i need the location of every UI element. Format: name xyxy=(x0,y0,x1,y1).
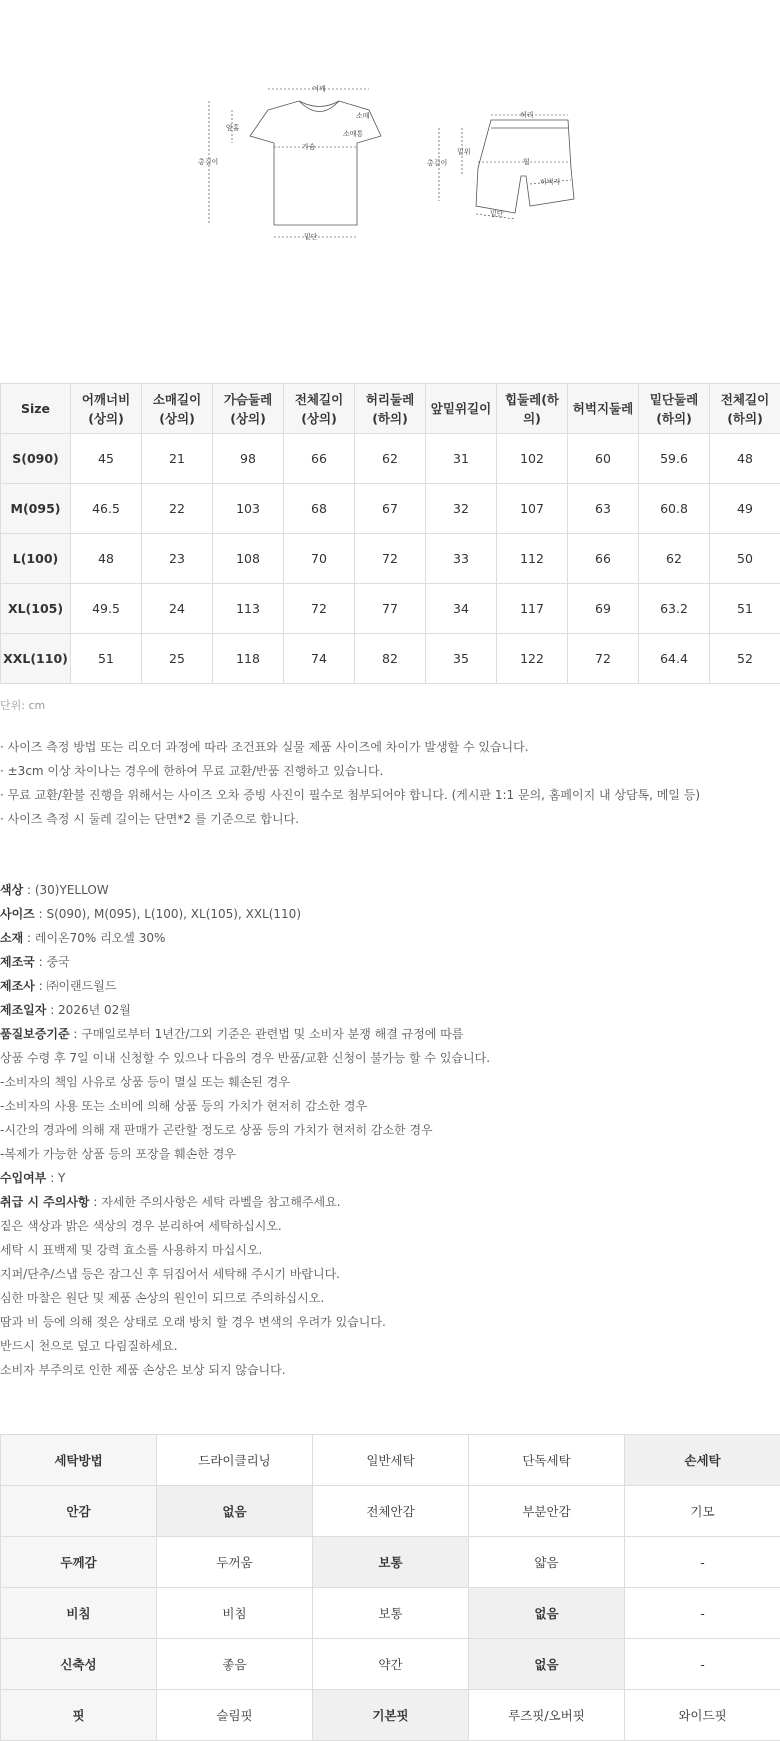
detail-row xyxy=(0,950,780,974)
measurement-cell: 48 xyxy=(710,434,780,484)
size-table xyxy=(0,383,780,684)
care-option: 와이드핏 xyxy=(625,1690,780,1741)
detail-value: 심한 마찰은 원단 및 제품 손상의 원인이 되므로 주의하십시오. xyxy=(0,1291,325,1305)
detail-value: : 2026년 02월 xyxy=(46,1003,131,1017)
detail-row xyxy=(0,1070,780,1094)
size-cell: XL(105) xyxy=(1,584,71,634)
measurement-diagram-svg xyxy=(0,0,780,300)
measurement-cell: 35 xyxy=(426,634,497,684)
care-option: 보통 xyxy=(313,1588,469,1639)
size-cell: S(090) xyxy=(1,434,71,484)
measurement-cell: 51 xyxy=(71,634,142,684)
detail-row xyxy=(0,974,780,998)
measurement-cell: 45 xyxy=(71,434,142,484)
measurement-cell: 60 xyxy=(568,434,639,484)
care-table-row xyxy=(1,1639,780,1690)
detail-value: -소비자의 책임 사유로 상품 등이 멸실 또는 훼손된 경우 xyxy=(0,1075,290,1089)
care-option: 두꺼움 xyxy=(157,1537,313,1588)
measurement-cell: 72 xyxy=(568,634,639,684)
detail-row xyxy=(0,1190,780,1214)
measurement-cell: 23 xyxy=(142,534,213,584)
care-table-row xyxy=(1,1537,780,1588)
measurement-cell: 49.5 xyxy=(71,584,142,634)
measurement-cell: 33 xyxy=(426,534,497,584)
size-table-header: 허벅지둘레 xyxy=(568,384,639,434)
care-table-row xyxy=(1,1690,780,1741)
notice-item: · 무료 교환/환불 진행을 위해서는 사이즈 오차 증빙 사진이 필수로 첨부되어야 합니다. (게시판 1:1 문의, 홈페이지 내 상담톡, 메일 등) xyxy=(0,788,701,802)
care-option-selected: 기본핏 xyxy=(313,1690,469,1741)
size-table-header: 가슴둘레(상의) xyxy=(213,384,284,434)
care-option: 좋음 xyxy=(157,1639,313,1690)
care-option: 얇음 xyxy=(469,1537,625,1588)
detail-label: 제조일자 xyxy=(0,1003,47,1017)
care-attribute-label: 두께감 xyxy=(1,1537,157,1588)
measurement-cell: 46.5 xyxy=(71,484,142,534)
detail-value: 반드시 천으로 덮고 다림질하세요. xyxy=(0,1339,178,1353)
detail-value: -시간의 경과에 의해 재 판매가 곤란할 정도로 상품 등의 가치가 현저히 감소한 경우 xyxy=(0,1123,433,1137)
detail-label: 수입여부 xyxy=(0,1171,47,1185)
detail-row xyxy=(0,1286,780,1310)
detail-label: 품질보증기준 xyxy=(0,1027,70,1041)
measurement-cell: 66 xyxy=(284,434,355,484)
size-table-header: 전체길이(상의) xyxy=(284,384,355,434)
top-hem-label: 밑단 xyxy=(304,233,318,241)
detail-label: 취급 시 주의사항 xyxy=(0,1195,90,1209)
measurement-cell: 98 xyxy=(213,434,284,484)
thigh-label: 허벅지 xyxy=(540,178,561,186)
detail-row xyxy=(0,1334,780,1358)
sleeve-label: 소매 xyxy=(356,112,370,120)
measurement-cell: 49 xyxy=(710,484,780,534)
detail-row xyxy=(0,1118,780,1142)
size-cell: XXL(110) xyxy=(1,634,71,684)
measurement-cell: 118 xyxy=(213,634,284,684)
measurement-cell: 52 xyxy=(710,634,780,684)
measurement-cell: 66 xyxy=(568,534,639,584)
measurement-cell: 112 xyxy=(497,534,568,584)
waist-label: 허리 xyxy=(520,111,534,119)
measurement-cell: 72 xyxy=(284,584,355,634)
size-table-header: Size xyxy=(1,384,71,434)
care-table-row xyxy=(1,1435,780,1486)
size-table-row xyxy=(1,484,780,534)
measurement-cell: 31 xyxy=(426,434,497,484)
detail-value: 세탁 시 표백제 및 강력 효소를 사용하지 마십시오. xyxy=(0,1243,263,1257)
care-option: 드라이클리닝 xyxy=(157,1435,313,1486)
detail-label: 소재 xyxy=(0,931,24,945)
care-attribute-label: 안감 xyxy=(1,1486,157,1537)
measurement-cell: 50 xyxy=(710,534,780,584)
care-attribute-label: 세탁방법 xyxy=(1,1435,157,1486)
care-option: 슬림핏 xyxy=(157,1690,313,1741)
measurement-cell: 48 xyxy=(71,534,142,584)
notice-item: · 사이즈 측정 시 둘레 길이는 단면*2 를 기준으로 합니다. xyxy=(0,812,300,826)
measurement-cell: 63 xyxy=(568,484,639,534)
bottom-hem-label: 밑단 xyxy=(490,210,504,218)
bottom-total-length-label: 총길이 xyxy=(427,159,448,167)
measurement-cell: 107 xyxy=(497,484,568,534)
measurement-diagram xyxy=(0,0,780,300)
care-option: 비침 xyxy=(157,1588,313,1639)
rise-label: 밑위 xyxy=(457,148,471,156)
chest-label: 가슴 xyxy=(302,143,316,151)
detail-row xyxy=(0,1142,780,1166)
measurement-cell: 24 xyxy=(142,584,213,634)
detail-value: : (30)YELLOW xyxy=(23,883,109,897)
detail-value: 소비자 부주의로 인한 제품 손상은 보상 되지 않습니다. xyxy=(0,1363,286,1377)
measurement-cell: 113 xyxy=(213,584,284,634)
detail-row xyxy=(0,926,780,950)
measurement-cell: 68 xyxy=(284,484,355,534)
measurement-cell: 59.6 xyxy=(639,434,710,484)
size-table-header: 전체길이(하의) xyxy=(710,384,780,434)
size-table-header-row xyxy=(1,384,780,434)
care-table-row xyxy=(1,1588,780,1639)
detail-label: 색상 xyxy=(0,883,24,897)
detail-value: : S(090), M(095), L(100), XL(105), XXL(110) xyxy=(34,907,301,921)
care-option: 전체안감 xyxy=(313,1486,469,1537)
care-option: 기모 xyxy=(625,1486,780,1537)
care-option: 일반세탁 xyxy=(313,1435,469,1486)
care-attribute-label: 신축성 xyxy=(1,1639,157,1690)
care-attribute-label: 비침 xyxy=(1,1588,157,1639)
care-option: 약간 xyxy=(313,1639,469,1690)
measurement-cell: 21 xyxy=(142,434,213,484)
detail-value: 지퍼/단추/스냅 등은 잠그신 후 뒤집어서 세탁해 주시기 바랍니다. xyxy=(0,1267,340,1281)
hip-label: 힙 xyxy=(523,158,530,166)
shoulder-label: 어깨 xyxy=(312,85,326,93)
measurement-cell: 60.8 xyxy=(639,484,710,534)
measurement-cell: 117 xyxy=(497,584,568,634)
measurement-cell: 67 xyxy=(355,484,426,534)
measurement-cell: 103 xyxy=(213,484,284,534)
measurement-cell: 25 xyxy=(142,634,213,684)
armhole-label: 암홀 xyxy=(226,124,240,132)
detail-row xyxy=(0,1238,780,1262)
notice-item: · ±3cm 이상 차이나는 경우에 한하여 무료 교환/반품 진행하고 있습니다. xyxy=(0,764,384,778)
measure-lines xyxy=(209,89,571,237)
detail-row xyxy=(0,1094,780,1118)
size-table-row xyxy=(1,434,780,484)
detail-row xyxy=(0,1022,780,1046)
care-option-selected: 보통 xyxy=(313,1537,469,1588)
detail-row xyxy=(0,1214,780,1238)
detail-value: -소비자의 사용 또는 소비에 의해 상품 등의 가치가 현저히 감소한 경우 xyxy=(0,1099,368,1113)
measurement-cell: 77 xyxy=(355,584,426,634)
size-table-header: 허리둘레(하의) xyxy=(355,384,426,434)
size-table-header: 앞밑위길이 xyxy=(426,384,497,434)
detail-row xyxy=(0,878,780,902)
care-option-selected: 손세탁 xyxy=(625,1435,780,1486)
measurement-cell: 69 xyxy=(568,584,639,634)
detail-row xyxy=(0,1358,780,1382)
detail-row xyxy=(0,1166,780,1190)
detail-label: 제조국 xyxy=(0,955,35,969)
care-option-selected: 없음 xyxy=(469,1639,625,1690)
measurement-cell: 63.2 xyxy=(639,584,710,634)
care-option-selected: 없음 xyxy=(157,1486,313,1537)
shorts-outline xyxy=(476,120,574,213)
notice-item: · 사이즈 측정 방법 또는 리오더 과정에 따라 조건표와 실물 제품 사이즈에 차이가 발생할 수 있습니다. xyxy=(0,740,529,754)
care-option: - xyxy=(625,1639,780,1690)
detail-label: 제조사 xyxy=(0,979,35,993)
care-option: 부분안감 xyxy=(469,1486,625,1537)
top-total-length-label: 총길이 xyxy=(198,158,219,166)
size-table-row xyxy=(1,634,780,684)
detail-value: : 자세한 주의사항은 세탁 라벨을 참고해주세요. xyxy=(89,1195,341,1209)
size-table-header: 힙둘레(하의) xyxy=(497,384,568,434)
detail-row xyxy=(0,902,780,926)
detail-value: : 중국 xyxy=(34,955,70,969)
detail-value: 상품 수령 후 7일 이내 신청할 수 있으나 다음의 경우 반품/교환 신청이 불가능 할 수 있습니다. xyxy=(0,1051,491,1065)
detail-row xyxy=(0,998,780,1022)
detail-value: : Y xyxy=(46,1171,66,1185)
care-option: - xyxy=(625,1537,780,1588)
measurement-cell: 70 xyxy=(284,534,355,584)
product-details xyxy=(0,878,780,1382)
detail-value: 짙은 색상과 밝은 색상의 경우 분리하여 세탁하십시오. xyxy=(0,1219,282,1233)
size-cell: L(100) xyxy=(1,534,71,584)
care-attribute-label: 핏 xyxy=(1,1690,157,1741)
detail-row xyxy=(0,1046,780,1070)
measurement-cell: 108 xyxy=(213,534,284,584)
detail-row xyxy=(0,1310,780,1334)
detail-row xyxy=(0,1262,780,1286)
measurement-cell: 32 xyxy=(426,484,497,534)
detail-value: : 레이온70% 리오셀 30% xyxy=(23,931,166,945)
sleeve-width-label: 소매통 xyxy=(343,130,364,138)
measurement-cell: 102 xyxy=(497,434,568,484)
measurement-cell: 62 xyxy=(355,434,426,484)
measurement-cell: 122 xyxy=(497,634,568,684)
size-cell: M(095) xyxy=(1,484,71,534)
care-table-row xyxy=(1,1486,780,1537)
detail-value: 땀과 비 등에 의해 젖은 상태로 오래 방치 할 경우 변색의 우려가 있습니다. xyxy=(0,1315,386,1329)
size-table-row xyxy=(1,534,780,584)
measurement-cell: 82 xyxy=(355,634,426,684)
care-option: 루즈핏/오버핏 xyxy=(469,1690,625,1741)
measurement-cell: 62 xyxy=(639,534,710,584)
size-table-header: 소매길이(상의) xyxy=(142,384,213,434)
size-table-header: 어깨너비(상의) xyxy=(71,384,142,434)
detail-value: : 구매일로부터 1년간/그외 기준은 관련법 및 소비자 분쟁 해결 규정에 따름 xyxy=(69,1027,464,1041)
size-table-header: 밑단둘레(하의) xyxy=(639,384,710,434)
measurement-cell: 34 xyxy=(426,584,497,634)
detail-value: -복제가 가능한 상품 등의 포장을 훼손한 경우 xyxy=(0,1147,236,1161)
detail-value: : ㈜이랜드월드 xyxy=(34,979,117,993)
care-option: - xyxy=(625,1588,780,1639)
unit-note: 단위: cm xyxy=(0,699,46,712)
measurement-cell: 22 xyxy=(142,484,213,534)
care-table xyxy=(0,1434,780,1741)
care-option-selected: 없음 xyxy=(469,1588,625,1639)
measurement-cell: 74 xyxy=(284,634,355,684)
size-table-row xyxy=(1,584,780,634)
measurement-cell: 51 xyxy=(710,584,780,634)
care-option: 단독세탁 xyxy=(469,1435,625,1486)
size-notice-list xyxy=(0,735,780,831)
measurement-cell: 72 xyxy=(355,534,426,584)
measurement-cell: 64.4 xyxy=(639,634,710,684)
detail-label: 사이즈 xyxy=(0,907,35,921)
